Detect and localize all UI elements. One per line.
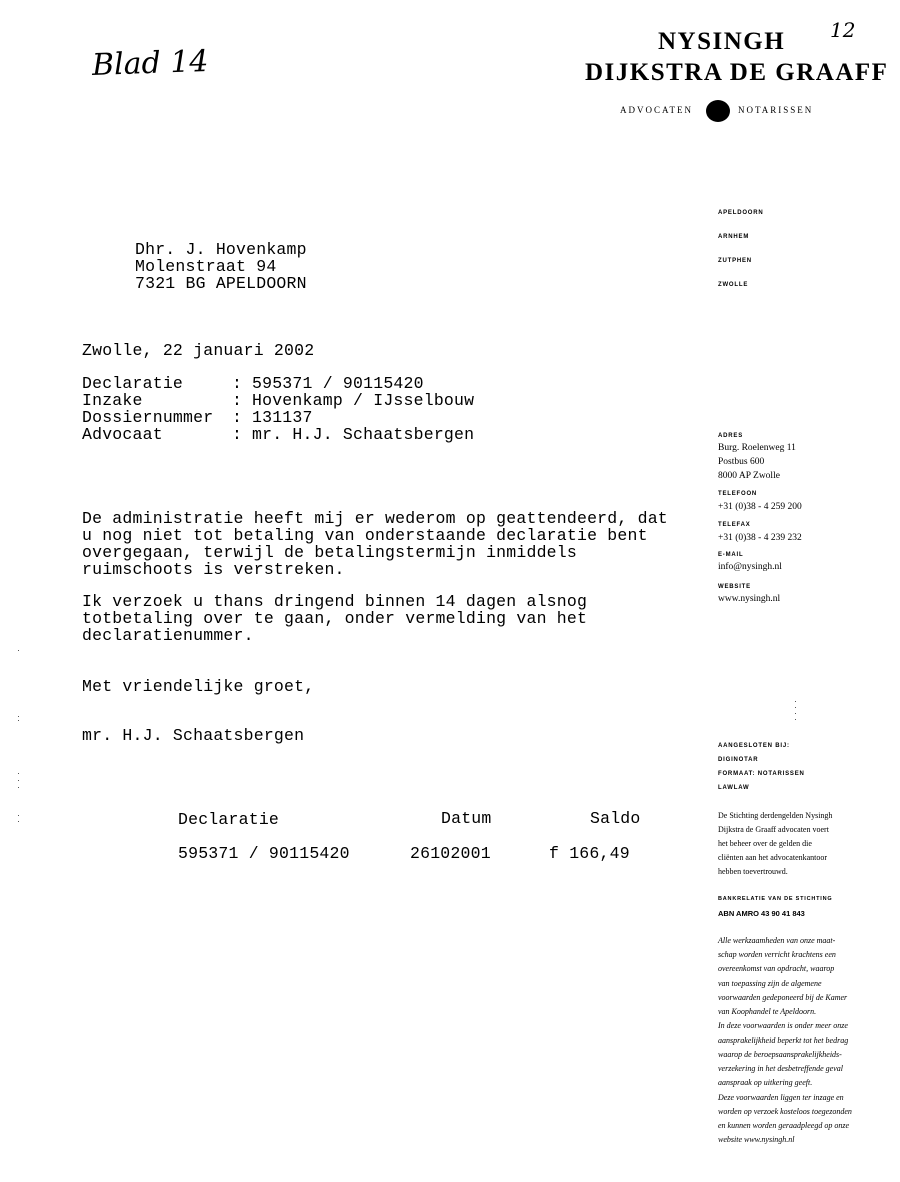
office-apeldoorn: APELDOORN: [718, 210, 764, 216]
sidebar-condition-line: Alle werkzaamheden van onze maat-: [718, 936, 836, 945]
closing: Met vriendelijke groet,: [82, 677, 315, 696]
table-cell-declaratie: 595371 / 90115420: [178, 844, 350, 863]
date-line: Zwolle, 22 januari 2002: [82, 341, 315, 360]
sidebar-stichting-line: het beheer over de gelden die: [718, 839, 812, 848]
sidebar-aangesloten-item: LAWLAW: [718, 785, 750, 791]
sidebar-telefax-label: TELEFAX: [718, 522, 751, 528]
table-header-declaratie: Declaratie: [178, 810, 280, 829]
sidebar-stichting-line: De Stichting derdengelden Nysingh: [718, 811, 833, 820]
sidebar-condition-line: website www.nysingh.nl: [718, 1135, 795, 1144]
sidebar-stichting-line: Dijkstra de Graaff advocaten voert: [718, 825, 829, 834]
sidebar-condition-line: van Koophandel te Apeldoorn.: [718, 1007, 817, 1016]
sidebar-adres-line: 8000 AP Zwolle: [718, 471, 780, 481]
sidebar-website-label: WEBSITE: [718, 584, 751, 590]
meta-label-declaratie: Declaratie: [82, 374, 184, 393]
meta-value-inzake: Hovenkamp / IJsselbouw: [252, 391, 475, 410]
recipient-name: Dhr. J. Hovenkamp: [135, 240, 307, 259]
fold-mark: [18, 773, 19, 774]
sidebar-email-label: E-MAIL: [718, 552, 744, 558]
sidebar-adres-line: Postbus 600: [718, 457, 765, 467]
office-zwolle: ZWOLLE: [718, 282, 749, 288]
table-cell-datum: 26102001: [410, 844, 491, 863]
sidebar-aangesloten-item: FORMAAT: NOTARISSEN: [718, 771, 805, 777]
table-header-saldo: Saldo: [590, 809, 641, 828]
sidebar-condition-line: In deze voorwaarden is onder meer onze: [718, 1021, 848, 1030]
sidebar-aangesloten-label: AANGESLOTEN BIJ:: [718, 743, 790, 749]
sidebar-condition-line: aansprakelijkheid beperkt tot het bedrag: [718, 1036, 849, 1045]
meta-sep: :: [232, 374, 243, 393]
body-line: u nog niet tot betaling van onderstaande declaratie bent: [82, 526, 648, 545]
sidebar-condition-line: en kunnen worden geraadpleegd op onze: [718, 1121, 850, 1130]
sidebar-condition-line: aanspraak op uitkering geeft.: [718, 1078, 813, 1087]
recipient-city: 7321 BG APELDOORN: [135, 274, 307, 293]
sidebar-condition-line: van toepassing zijn de algemene: [718, 979, 822, 988]
sidebar-telefax: +31 (0)38 - 4 239 232: [718, 533, 802, 543]
sidebar-stichting-line: cliënten aan het advocatenkantoor: [718, 853, 828, 862]
sidebar-adres-line: Burg. Roelenweg 11: [718, 443, 796, 453]
fold-mark: [795, 719, 796, 720]
firm-name-line2: DIJKSTRA DE GRAAFF: [585, 59, 889, 86]
fold-mark: [18, 787, 19, 788]
meta-sep: :: [232, 391, 243, 410]
office-zutphen: ZUTPHEN: [718, 258, 752, 264]
recipient-street: Molenstraat 94: [135, 257, 277, 276]
fold-mark: [18, 720, 19, 721]
sidebar-condition-line: waarop de beroepsaansprakelijkheids-: [718, 1050, 842, 1059]
sidebar-bank-label: BANKRELATIE VAN DE STICHTING: [718, 896, 833, 902]
fold-mark: [18, 650, 19, 651]
firm-logo-dot: [706, 100, 730, 122]
sidebar-adres-label: ADRES: [718, 433, 744, 439]
fold-mark: [795, 713, 796, 714]
meta-sep: :: [232, 408, 243, 427]
office-arnhem: ARNHEM: [718, 234, 750, 240]
sidebar-condition-line: verzekering in het desbetreffende geval: [718, 1064, 843, 1073]
firm-tagline-left: ADVOCATEN: [620, 105, 693, 115]
meta-sep: :: [232, 425, 243, 444]
fold-mark: [18, 716, 19, 717]
meta-label-dossiernummer: Dossiernummer: [82, 408, 214, 427]
sidebar-telefoon-label: TELEFOON: [718, 491, 758, 497]
sidebar-condition-line: schap worden verricht krachtens een: [718, 950, 836, 959]
meta-value-advocaat: mr. H.J. Schaatsbergen: [252, 425, 475, 444]
body-line: overgegaan, terwijl de betalingstermijn inmiddels: [82, 543, 577, 562]
fold-mark: [795, 707, 796, 708]
fold-mark: [18, 780, 19, 781]
sidebar-website[interactable]: www.nysingh.nl: [718, 594, 781, 604]
body-line: Ik verzoek u thans dringend binnen 14 dagen alsnog: [82, 592, 588, 611]
fold-mark: [795, 701, 796, 702]
handwritten-page-label: Blad 14: [91, 43, 210, 84]
meta-value-declaratie: 595371 / 90115420: [252, 374, 424, 393]
sidebar-condition-line: worden op verzoek kosteloos toegezonden: [718, 1107, 852, 1116]
firm-name-line1: NYSINGH: [658, 28, 786, 55]
sidebar-aangesloten-item: DIGINOTAR: [718, 757, 759, 763]
meta-value-dossiernummer: 131137: [252, 408, 313, 427]
fold-mark: [18, 815, 19, 816]
body-line: declaratienummer.: [82, 626, 254, 645]
sidebar-email[interactable]: info@nysingh.nl: [718, 562, 782, 572]
body-line: totbetaling over te gaan, onder vermelding van het: [82, 609, 588, 628]
sidebar-bank: ABN AMRO 43 90 41 843: [718, 909, 805, 918]
meta-label-advocaat: Advocaat: [82, 425, 163, 444]
sidebar-condition-line: Deze voorwaarden liggen ter inzage en: [718, 1093, 844, 1102]
body-line: De administratie heeft mij er wederom op geattendeerd, dat: [82, 509, 668, 528]
signature-name: mr. H.J. Schaatsbergen: [82, 726, 305, 745]
handwritten-page-number: 12: [830, 18, 856, 42]
sidebar-stichting-line: hebben toevertrouwd.: [718, 867, 788, 876]
sidebar-condition-line: overeenkomst van opdracht, waarop: [718, 964, 835, 973]
sidebar-condition-line: voorwaarden gedeponeerd bij de Kamer: [718, 993, 848, 1002]
sidebar-telefoon: +31 (0)38 - 4 259 200: [718, 502, 802, 512]
table-header-datum: Datum: [441, 809, 492, 828]
firm-tagline-right: NOTARISSEN: [738, 105, 814, 115]
table-cell-saldo: f 166,49: [549, 844, 630, 863]
fold-mark: [18, 821, 19, 822]
body-line: ruimschoots is verstreken.: [82, 560, 345, 579]
meta-label-inzake: Inzake: [82, 391, 143, 410]
